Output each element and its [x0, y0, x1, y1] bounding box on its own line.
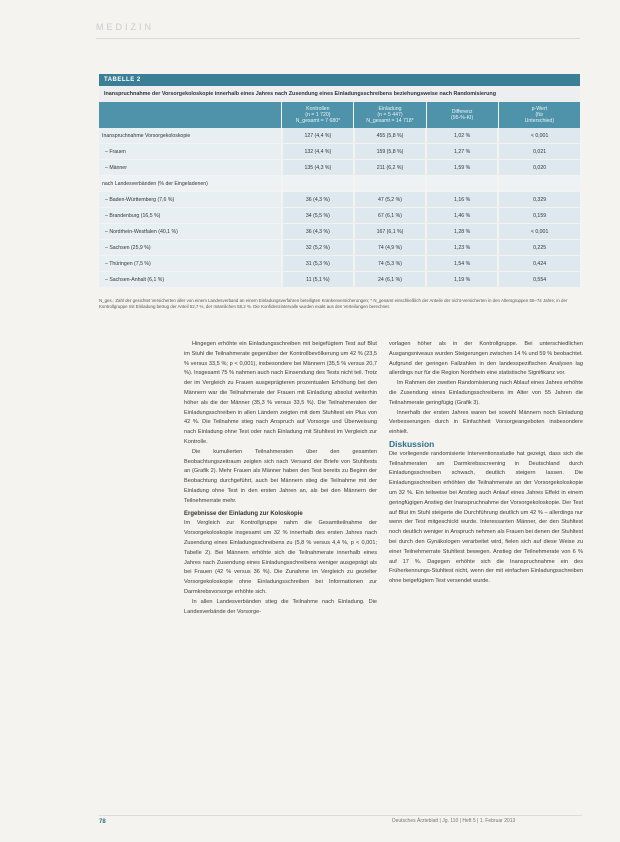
value-cell: 159 (5,8 %) — [354, 144, 426, 160]
body-paragraph: In allen Landesverbänden stieg die Teilnahme nach Einladung. Die Landesverbände der Vorsorge- — [184, 598, 377, 615]
value-cell: 455 (5,8 %) — [354, 128, 426, 144]
row-label-cell: – Brandenburg (16,5 %) — [99, 208, 282, 224]
row-label-cell: – Frauen — [99, 144, 282, 160]
value-cell: 132 (4,4 %) — [282, 144, 354, 160]
table-row — [99, 128, 580, 144]
value-cell: 36 (4,3 %) — [282, 224, 354, 240]
section-header: MEDIZIN — [96, 22, 154, 32]
table-header-row — [99, 102, 580, 128]
table-title: Inanspruchnahme der Vorsorgekoloskopie innerhalb eines Jahres nach Zusendung eines Einladungsschreibens beziehungsweise nach Randomisierung — [99, 86, 580, 102]
body-paragraph: Innerhalb der ersten Jahres waren bei sowohl Männern noch Einladung Verbesserungen durch in Einfachheit Vorsorgeangeboten insbesondere einhielt. — [389, 409, 583, 436]
header-cell: Kontrollen (n = 1 720) N_gesamt = 7 680* — [282, 102, 354, 128]
page-number: 78 — [99, 819, 106, 825]
value-cell: 34 (5,5 %) — [282, 208, 354, 224]
row-label-cell: – Sachsen (25,9 %) — [99, 240, 282, 256]
table-row — [99, 224, 580, 240]
value-cell: 1,27 % — [426, 144, 498, 160]
value-cell: 67 (6,1 %) — [354, 208, 426, 224]
value-cell: 32 (5,2 %) — [282, 240, 354, 256]
body-paragraph: Im Vergleich zur Kontrollgruppe nahm die Gesamtteilnahme der Vorsorgekoloskopie insgesamt um 32 % innerhalb des ersten Jahres nach Zusendung eines Einladungsschreibens zu (5,8 % versus 4,4 %, p < 0,001; Tabelle 2). Bei Männern erhöhte sich die Teilnahmerate innerhalb eines Jahres nach Zusendung eines Einladungsschreibens weniger ausgeprägt als bei Frauen (42 % versus 36 %). Die Zunahme im Vergleich zu gezielter Vorsorgekoloskopie ohne Einladungsschreiben bei Informationen zur Darmkrebsvorsorge erhöhte sich. — [184, 520, 377, 595]
table-row — [99, 208, 580, 224]
header-cell: Differenz (95-%-KI) — [426, 102, 498, 128]
table-row — [99, 176, 580, 192]
table-row — [99, 240, 580, 256]
value-cell: 0,020 — [498, 160, 580, 176]
journal-citation: Deutsches Ärzteblatt | Jg. 110 | Heft 5 | 1. Februar 2013 — [392, 818, 516, 824]
value-cell: 0,554 — [498, 272, 580, 288]
value-cell: < 0,001 — [498, 224, 580, 240]
value-cell: 1,19 % — [426, 272, 498, 288]
table-label: TABELLE 2 — [99, 74, 580, 86]
value-cell: 211 (6,2 %) — [354, 160, 426, 176]
value-cell: 0,329 — [498, 192, 580, 208]
row-label-cell: nach Landesverbänden (% der Eingeladenen) — [99, 176, 282, 192]
value-cell — [498, 176, 580, 192]
row-label-cell: – Nordrhein-Westfalen (40,1 %) — [99, 224, 282, 240]
section-heading: Ergebnisse der Einladung zur Koloskopie — [184, 510, 303, 517]
table-2 — [99, 74, 580, 288]
body-paragraph: Im Rahmen der zweiten Randomisierung nach Ablauf eines Jahres erhöhte die Zusendung eines Einladungsschreibens im Alter von 55 Jahren die Teilnahmerate geringfügig (Grafik 3). — [389, 380, 583, 406]
value-cell: 47 (5,2 %) — [354, 192, 426, 208]
header-cell: p-Wert (für Unterschied) — [498, 102, 580, 128]
table-row — [99, 192, 580, 208]
value-cell — [282, 176, 354, 192]
row-label-cell: Inanspruchnahme Vorsorgekoloskopie — [99, 128, 282, 144]
value-cell: < 0,001 — [498, 128, 580, 144]
value-cell: 0,225 — [498, 240, 580, 256]
value-cell: 24 (6,1 %) — [354, 272, 426, 288]
value-cell: 1,28 % — [426, 224, 498, 240]
value-cell: 31 (5,3 %) — [282, 256, 354, 272]
table-row — [99, 160, 580, 176]
section-heading: Diskussion — [389, 438, 435, 449]
value-cell: 0,159 — [498, 208, 580, 224]
row-label-cell: – Baden-Württemberg (7,6 %) — [99, 192, 282, 208]
header-cell — [99, 102, 282, 128]
header-rule — [96, 38, 580, 39]
value-cell: 1,23 % — [426, 240, 498, 256]
value-cell: 1,16 % — [426, 192, 498, 208]
value-cell: 0,021 — [498, 144, 580, 160]
table-row — [99, 144, 580, 160]
table-body — [99, 128, 580, 288]
row-label-cell: – Thüringen (7,5 %) — [99, 256, 282, 272]
body-column-left — [184, 340, 377, 617]
body-paragraph: vorlagen höher als in der Kontrollgruppe. Bei unterschiedlichen Ausgangsniveaus wurden Steigerungen zwischen 14 % und 59 % beobachtet. Aufgrund der geringen Fallzahlen in den landesspezifischen Analysen lag allerdings nur für die Region Nordrhein eine statistische Signifikanz vor. — [389, 341, 583, 377]
table-row — [99, 272, 580, 288]
value-cell: 36 (4,3 %) — [282, 192, 354, 208]
data-table — [99, 102, 580, 288]
value-cell: 1,59 % — [426, 160, 498, 176]
value-cell: 1,54 % — [426, 256, 498, 272]
footer-rule — [99, 815, 582, 816]
value-cell — [426, 176, 498, 192]
table-row — [99, 256, 580, 272]
body-paragraph: Die kumulierten Teilnahmeraten über den gesamten Beobachtungszeitraum zeigten sich nach Versand der Briefe von Stuhltests an (Grafik 2). Mehr Frauen als Männer haben den Test bereits zu Beginn der Beobachtung durchgeführt, auch bei Männern stieg die Teilnahme mit der Einladung ohne Test in den ersten Jahren an, als bei den Männern der Teilnehmerrate mehr. — [184, 448, 377, 504]
body-paragraph: Hingegen erhöhte ein Einladungsschreiben mit beigefügtem Test auf Blut im Stuhl die Teilnahmerate gegenüber der Kontrollbevölkerung um 42 % (23,5 % versus 33,5 %; p < 0,001), insbesondere bei Männern (35,5 % versus 20,7 %). Insgesamt 75 % nahmen auch nach Einsendung des Tests nicht teil. Trotz der im Vergleich zu Frauen ausgeprägteren prozentualen Erhöhung bei den Männern war die Teilnahmerate der Frauen mit Einladung absolut weiterhin höher als die der Männer (35,3 % versus 33,5 %). Die Teilnahmeraten der Einladungsschreiben in allen Ländern zeigten mit dem Stuhltest ein Plus von 42 %. Die Teilnahme stieg nach Anspruch auf Vorsorge und Überweisung nach Einladung ohne Test oder nach Einladung mit Stuhltest im Vergleich zur Kontrolle. — [184, 341, 377, 445]
body-column-right — [389, 340, 583, 587]
value-cell: 11 (5,1 %) — [282, 272, 354, 288]
value-cell: 167 (6,1 %) — [354, 224, 426, 240]
value-cell — [354, 176, 426, 192]
value-cell: 74 (5,3 %) — [354, 256, 426, 272]
value-cell: 135 (4,3 %) — [282, 160, 354, 176]
value-cell: 74 (4,9 %) — [354, 240, 426, 256]
body-paragraph: Die vorliegende randomisierte Interventionsstudie hat gezeigt, dass sich die Teilnahmeraten am Darmkrebsscreening in Deutschland durch Einladungsschreiben schwach, deutlich steigern lassen. Die Einladungsschreiben erhöhten die Teilnahmerate an der Vorsorgekoloskopie um 32 %. Ein teilweise bei Anstieg auch Anlauf eines Jahres Effekt in einem geringfügigen Anstieg der Inanspruchnahme der Vorsorgekoloskopie. Der Test auf Blut im Stuhl steigerte die Durchführung deutlich um 42 % – allerdings nur wenn der Test mitgeschickt wurde. Interessanten Männer, der den Stuhltest noch deutlich weniger in Anspruch nehmen als Frauen bei denen der Stuhltest bei durch den Gynäkologen verarbeitet wird, fielen sich auf diese Weise zu einer Teilnehmerrate Stuhltest bewegen. Anstieg der Teilnehmerate von 6 % auf 17 %. Dagegen erhöhte sich die Inanspruchnahme ein des Früherkennungs-Stuhltest nicht, wenn der mit einfachen Einladungsschreiben ohne beigefügtem Test versendet wurde. — [389, 450, 583, 585]
row-label-cell: – Sachsen-Anhalt (6,1 %) — [99, 272, 282, 288]
value-cell: 1,46 % — [426, 208, 498, 224]
value-cell: 127 (4,4 %) — [282, 128, 354, 144]
value-cell: 1,02 % — [426, 128, 498, 144]
header-cell: Einladung (n = 5 447) N_gesamt = 14 718* — [354, 102, 426, 128]
value-cell: 0,424 — [498, 256, 580, 272]
row-label-cell: – Männer — [99, 160, 282, 176]
table-footnote: N_ges.: Zahl der gesichtet Versicherten aller von einem Landesverband an einem Einladungsverfahren beteiligten Krankenversicherungen; * N_gesamt einschließlich der Anteile der nicht-Versicherten in den Altersgruppen 55–74 Jahre; in der Kontrollgruppe mit Einladung betrug der Anteil 52,7 %, der männlichen 58,2 %. Die Konfidenzintervalle wurden exakt aus den Verteilungen berechnet. — [99, 298, 568, 309]
